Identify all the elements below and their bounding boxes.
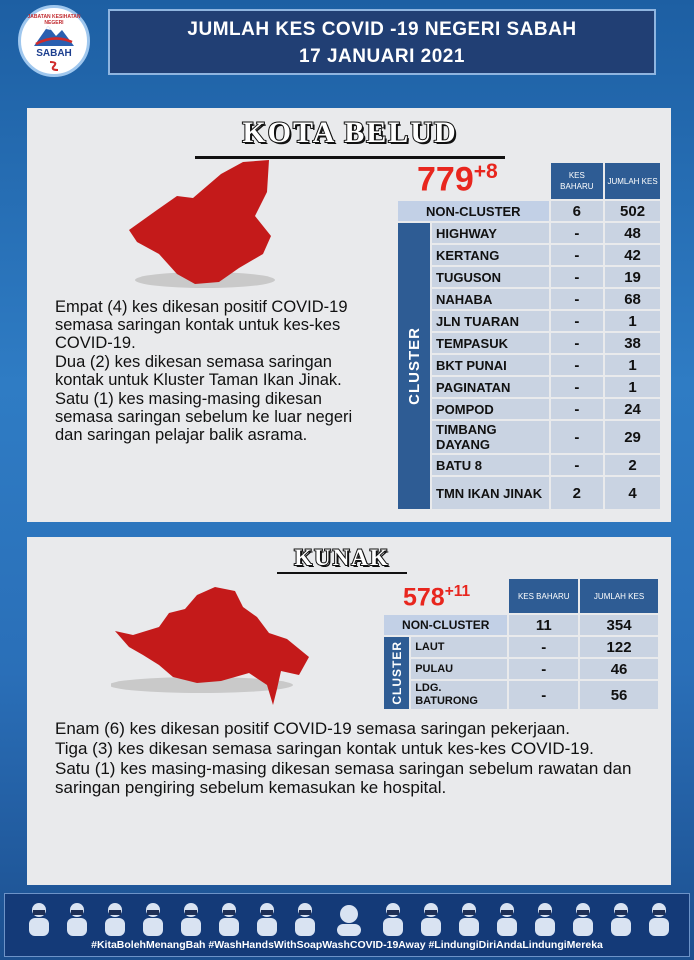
cluster-total: 24 (605, 399, 660, 419)
non-cluster-row (398, 201, 660, 221)
hashtags: #KitaBolehMenangBah #WashHandsWithSoapWashCOVID-19Away #LindungiDiriAndaLindungiMereka (91, 939, 603, 951)
col-kes-baharu: KES BAHARU (509, 579, 578, 613)
non-cluster-label: NON-CLUSTER (398, 201, 549, 221)
frontliner-figures-icon (19, 900, 679, 936)
cluster-name: TUGUSON (432, 267, 549, 287)
cluster-new: 2 (551, 477, 604, 509)
cluster-total: 4 (605, 477, 660, 509)
table-row (384, 681, 658, 709)
empty-header-cell (384, 579, 507, 613)
table-row (398, 333, 660, 353)
kunak-heading: KUNAK (294, 545, 390, 570)
note-paragraph: Enam (6) kes dikesan positif COVID-19 semasa saringan pekerjaan. (55, 719, 570, 738)
heading-underline (277, 572, 407, 574)
cluster-new: - (551, 267, 604, 287)
note-paragraph: Satu (1) kes masing-masing dikesan semasa saringan sebelum ke luar negeri dan saringan pelajar balik asrama. (55, 390, 353, 444)
kota-belud-heading: KOTA BELUD (242, 116, 458, 149)
header-title: JUMLAH KES COVID -19 NEGERI SABAH (187, 19, 577, 40)
col-kes-baharu: KES BAHARU (551, 163, 604, 199)
col-jumlah-kes: JUMLAH KES (605, 163, 660, 199)
non-cluster-total: 354 (580, 615, 658, 635)
header-title-box (108, 9, 656, 75)
cluster-new: - (551, 377, 604, 397)
cluster-new: - (551, 355, 604, 375)
non-cluster-row (384, 615, 658, 635)
cluster-name: POMPOD (432, 399, 549, 419)
kunak-notes (55, 719, 655, 798)
table-row (398, 245, 660, 265)
non-cluster-label: NON-CLUSTER (384, 615, 507, 635)
cluster-new: - (551, 421, 604, 453)
table-row (398, 223, 660, 243)
cluster-total: 38 (605, 333, 660, 353)
cluster-total: 29 (605, 421, 660, 453)
cluster-new: - (551, 289, 604, 309)
jkns-logo (18, 5, 90, 77)
cluster-total: 46 (580, 659, 658, 679)
cluster-name: NAHABA (432, 289, 549, 309)
kota-belud-total-value: 779 (417, 160, 474, 199)
footer-banner (4, 893, 690, 957)
kunak-new-cases: +11 (444, 583, 471, 600)
header-date: 17 JANUARI 2021 (299, 46, 465, 67)
cluster-total: 1 (605, 355, 660, 375)
cluster-total: 68 (605, 289, 660, 309)
cluster-name: PULAU (411, 659, 507, 679)
cluster-new: - (551, 223, 604, 243)
non-cluster-new: 11 (509, 615, 578, 635)
note-paragraph: Empat (4) kes dikesan positif COVID-19 semasa saringan kontak untuk kes-kes COVID-19. (55, 298, 348, 352)
table-row (398, 355, 660, 375)
cluster-name: KERTANG (432, 245, 549, 265)
cluster-name: LAUT (411, 637, 507, 657)
cluster-new: - (551, 455, 604, 475)
kota-belud-notes (55, 298, 380, 445)
cluster-label: CLUSTER (389, 641, 404, 705)
note-paragraph: Tiga (3) kes dikesan semasa saringan kontak untuk kes-kes COVID-19. (55, 739, 594, 758)
cluster-new: - (551, 333, 604, 353)
kunak-map-icon (111, 581, 311, 713)
logo-top-text: JABATAN KESIHATAN NEGERI (27, 14, 81, 26)
col-jumlah-kes: JUMLAH KES (580, 579, 658, 613)
cluster-name: TIMBANG DAYANG (432, 421, 549, 453)
cluster-label-cell (384, 637, 409, 709)
table-row (384, 659, 658, 679)
logo-swirl-icon (48, 60, 60, 72)
cluster-new: - (509, 659, 578, 679)
table-header-row (384, 579, 658, 613)
cluster-total: 48 (605, 223, 660, 243)
cluster-total: 1 (605, 377, 660, 397)
logo-word: SABAH (36, 48, 72, 59)
cluster-total: 56 (580, 681, 658, 709)
note-paragraph: Satu (1) kes masing-masing dikesan semasa saringan sebelum rawatan dan saringan pengiring sebelum kemasukan ke hospital. (55, 759, 632, 797)
cluster-total: 1 (605, 311, 660, 331)
kota-belud-new-cases: +8 (473, 160, 498, 183)
table-row (398, 377, 660, 397)
cluster-name: TEMPASUK (432, 333, 549, 353)
cluster-name: JLN TUARAN (432, 311, 549, 331)
table-row (384, 637, 658, 657)
cluster-total: 122 (580, 637, 658, 657)
cluster-name: PAGINATAN (432, 377, 549, 397)
cluster-name: BKT PUNAI (432, 355, 549, 375)
kunak-panel (27, 537, 671, 885)
kunak-table (382, 577, 660, 711)
cluster-new: - (551, 399, 604, 419)
cluster-total: 42 (605, 245, 660, 265)
non-cluster-new: 6 (551, 201, 604, 221)
empty-header-cell (398, 163, 549, 199)
table-row (398, 289, 660, 309)
cluster-name: LDG. BATURONG (411, 681, 507, 709)
kunak-total-value: 578 (403, 583, 445, 612)
kota-belud-table (396, 161, 662, 511)
cluster-total: 2 (605, 455, 660, 475)
note-paragraph: Dua (2) kes dikesan semasa saringan kontak untuk Kluster Taman Ikan Jinak. (55, 353, 342, 389)
table-header-row (398, 163, 660, 199)
cluster-name: BATU 8 (432, 455, 549, 475)
cluster-total: 19 (605, 267, 660, 287)
table-row (398, 399, 660, 419)
table-row (398, 311, 660, 331)
cluster-name: TMN IKAN JINAK (432, 477, 549, 509)
kota-belud-panel (27, 108, 671, 522)
cluster-new: - (551, 245, 604, 265)
kota-belud-map-icon (121, 158, 281, 290)
cluster-new: - (551, 311, 604, 331)
table-row (398, 267, 660, 287)
table-row (398, 477, 660, 509)
table-row (398, 421, 660, 453)
cluster-new: - (509, 681, 578, 709)
mountain-icon (34, 22, 74, 48)
table-row (398, 455, 660, 475)
cluster-name: HIGHWAY (432, 223, 549, 243)
non-cluster-total: 502 (605, 201, 660, 221)
cluster-label-cell (398, 223, 430, 509)
cluster-new: - (509, 637, 578, 657)
cluster-label: CLUSTER (405, 327, 423, 405)
